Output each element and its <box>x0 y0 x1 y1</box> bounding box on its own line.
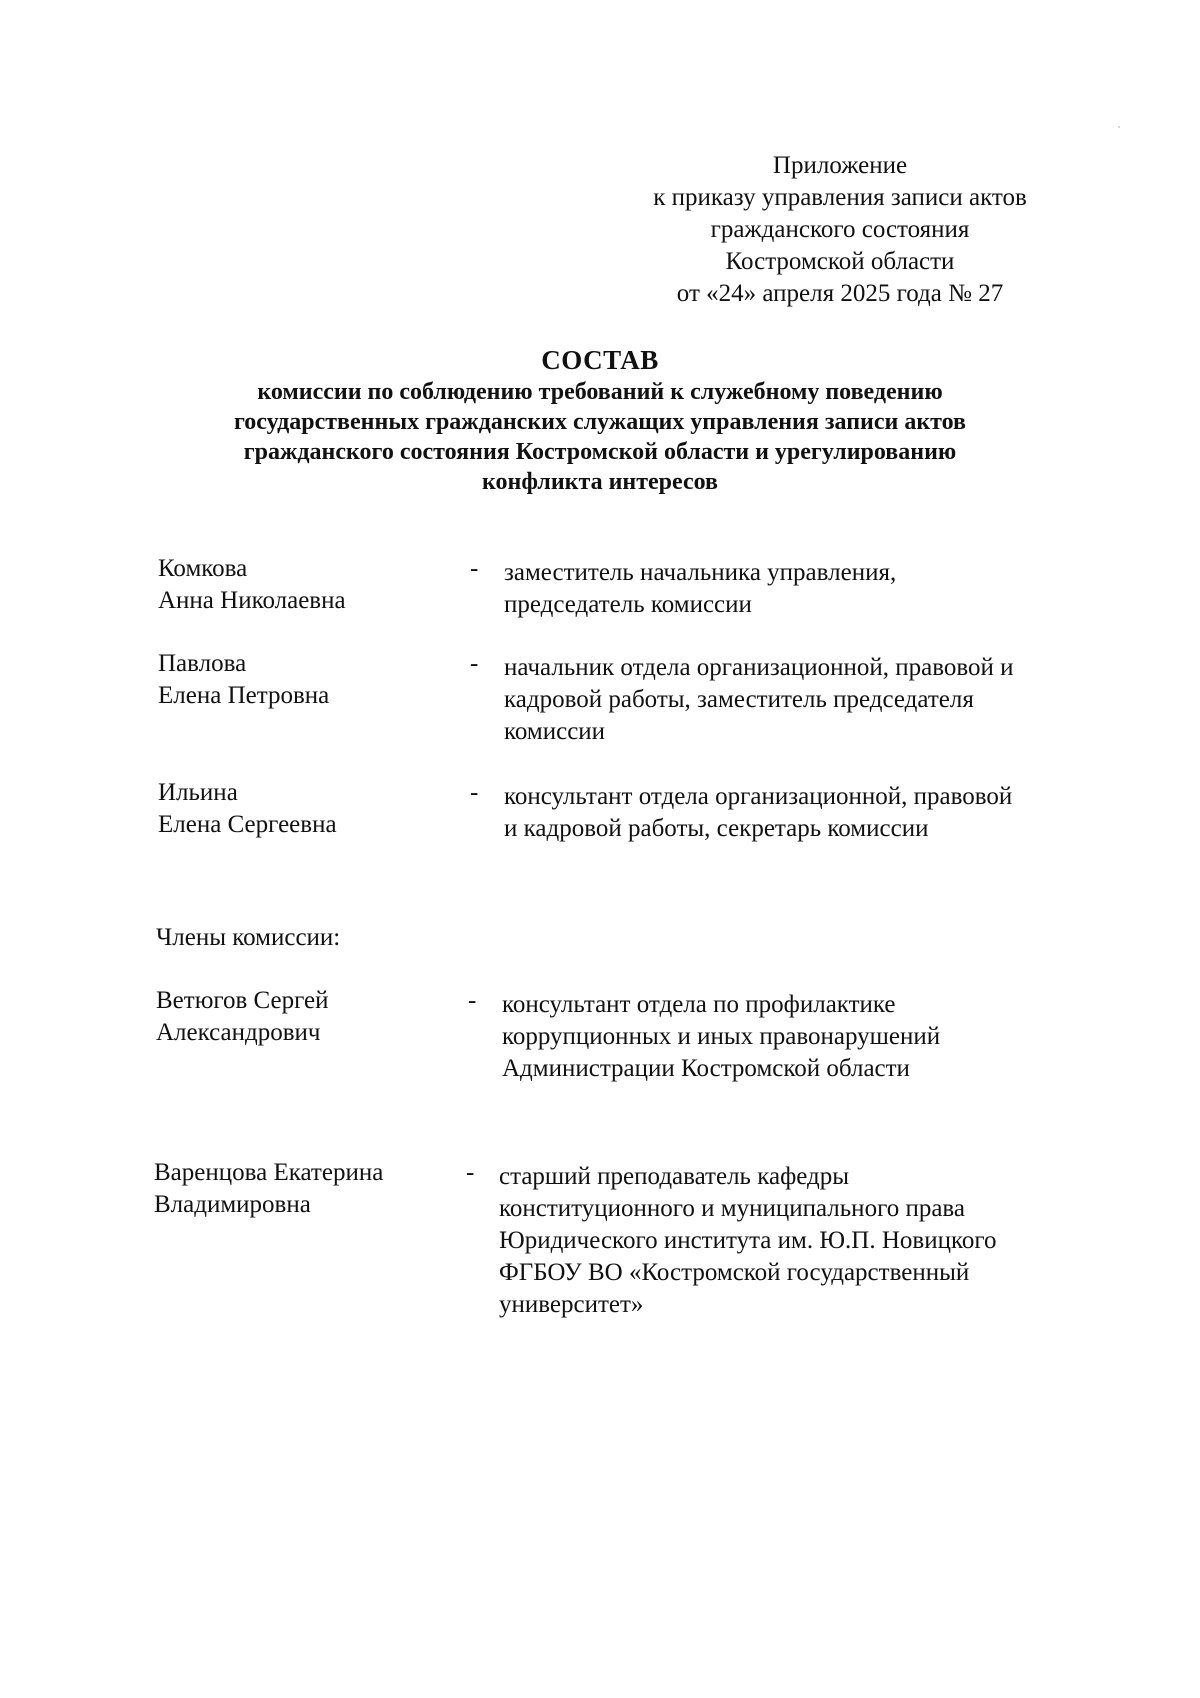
annex-line: Приложение <box>772 152 908 179</box>
member-position-line: старший преподаватель кафедры <box>499 1163 850 1190</box>
dash-separator: - <box>470 650 479 677</box>
member-name <box>158 777 458 841</box>
member-name-line: Варенцова Екатерина <box>154 1159 384 1186</box>
subtitle-line: государственных гражданских служащих управления записи актов <box>234 409 966 435</box>
annex-line: гражданского состояния <box>710 216 970 243</box>
member-position <box>504 557 1104 621</box>
member-position <box>504 652 1104 748</box>
member-position <box>504 781 1104 845</box>
member-position-line: консультант отдела организационной, правовой <box>504 783 1013 810</box>
member-position-line: коррупционных и иных правонарушений <box>502 1023 941 1050</box>
member-name-line: Владимировна <box>154 1191 311 1218</box>
document-title: СОСТАВ <box>541 345 659 375</box>
member-position-line: начальник отдела организационной, правовой и <box>504 654 1014 681</box>
member-position-line: Администрации Костромской области <box>502 1055 910 1082</box>
member-name-line: Ветюгов Сергей <box>156 987 329 1014</box>
member-position-line: конституционного и муниципального права <box>499 1195 965 1222</box>
member-name-line: Павлова <box>158 650 247 677</box>
member-name <box>154 1157 454 1221</box>
member-name <box>158 553 458 617</box>
member-name-line: Александрович <box>156 1019 321 1046</box>
member-position-line: университет» <box>499 1291 644 1318</box>
member-position <box>502 989 1102 1085</box>
member-position <box>499 1161 1099 1321</box>
member-position-line: и кадровой работы, секретарь комиссии <box>504 815 929 842</box>
member-position-line: ФГБОУ ВО «Костромской государственный <box>499 1259 970 1286</box>
member-name-line: Елена Петровна <box>158 682 330 709</box>
member-name-line: Елена Сергеевна <box>158 811 337 838</box>
member-position-line: заместитель начальника управления, <box>504 559 897 586</box>
subtitle-line: гражданского состояния Костромской области и урегулированию <box>243 439 957 465</box>
annex-line: от «24» апреля 2025 года № 27 <box>676 280 1004 307</box>
member-position-line: председатель комиссии <box>504 591 752 618</box>
member-position-line: кадровой работы, заместитель председателя <box>504 686 974 713</box>
dash-separator: - <box>466 1159 475 1186</box>
member-name <box>158 648 458 712</box>
member-name <box>156 985 456 1049</box>
member-position-line: Юридического института им. Ю.П. Новицкого <box>499 1227 997 1254</box>
members-heading: Члены комиссии: <box>156 924 341 951</box>
annex-block <box>620 150 1060 310</box>
member-name-line: Ильина <box>158 779 238 806</box>
dash-separator: - <box>470 555 479 582</box>
title-block <box>150 343 1050 497</box>
annex-line: Костромской области <box>725 248 955 275</box>
dash-separator: - <box>470 779 479 806</box>
member-name-line: Анна Николаевна <box>158 587 346 614</box>
annex-line: к приказу управления записи актов <box>653 184 1027 211</box>
member-position-line: консультант отдела по профилактике <box>502 991 896 1018</box>
subtitle-line: комиссии по соблюдению требований к служебному поведению <box>257 379 943 405</box>
member-position-line: комиссии <box>504 718 606 745</box>
dash-separator: - <box>468 987 477 1014</box>
subtitle-line: конфликта интересов <box>482 469 718 495</box>
member-name-line: Комкова <box>158 555 248 582</box>
scan-speck <box>1118 126 1120 128</box>
